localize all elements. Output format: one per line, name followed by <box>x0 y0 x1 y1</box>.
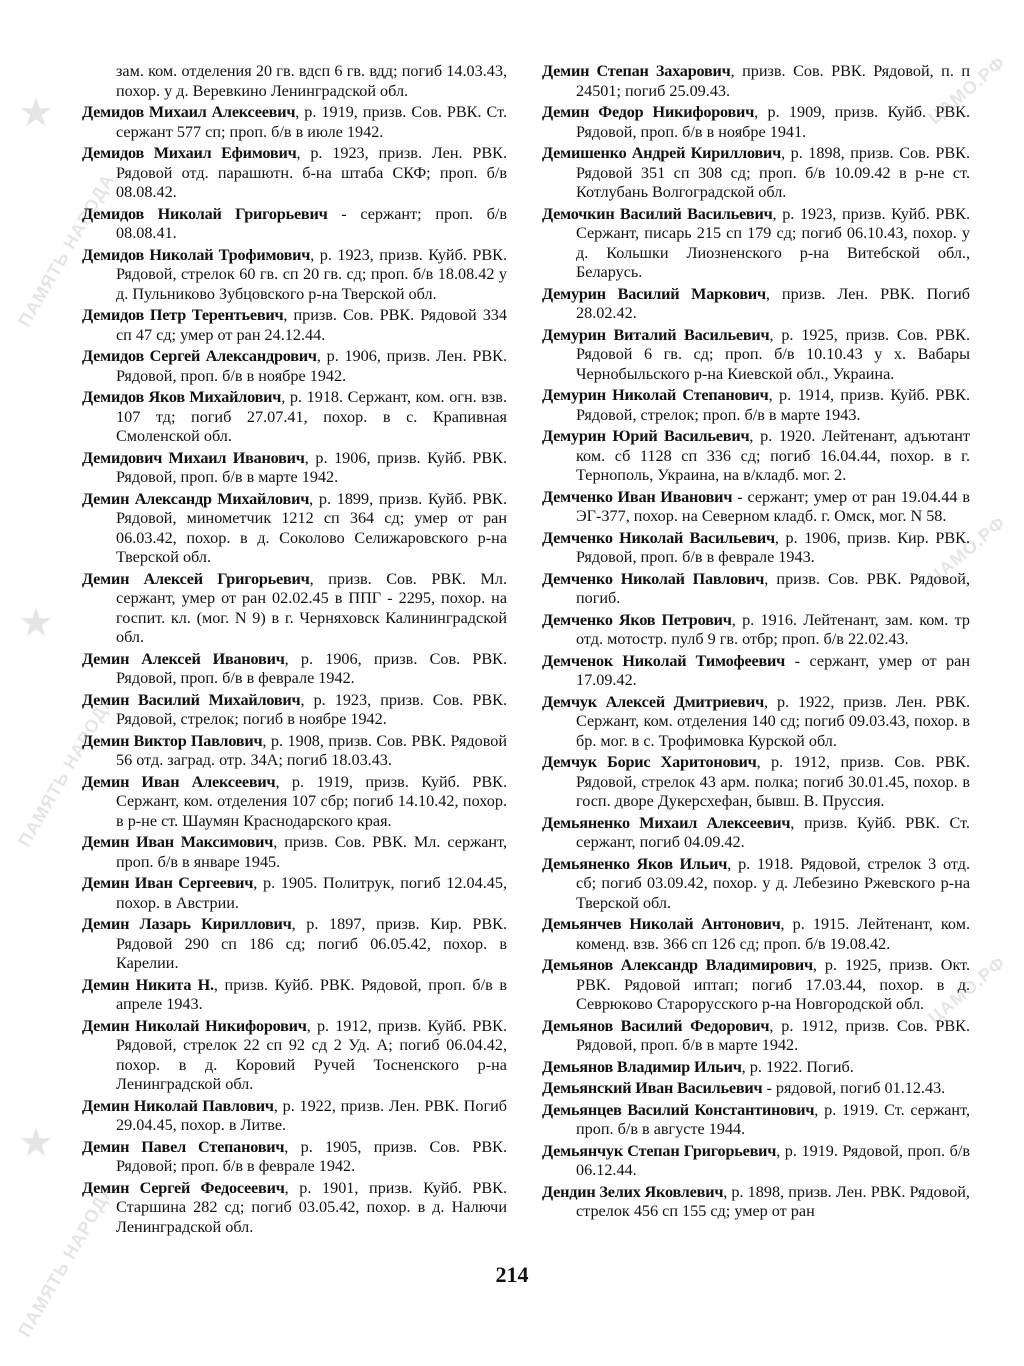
record-name: Демочкин Василий Васильевич <box>542 204 773 223</box>
record-name: Демьяненко Михаил Алексеевич <box>542 813 791 832</box>
record-details: , р. 1922, призв. Лен. РВК. Сержант, ком. отделения 140 сд; погиб 09.03.43, похор. в бр. мог. в с. Трофимовка Курской обл. <box>576 692 970 750</box>
record-entry <box>82 388 507 447</box>
record-entry <box>542 529 970 568</box>
record-details: , призв. Сов. РВК. Рядовой, погиб. <box>576 569 970 607</box>
record-details: , р. 1919, призв. Сов. РВК. Ст. сержант 577 сп; проп. б/в в июле 1942. <box>116 103 507 141</box>
record-details: , р. 1898, призв. Сов. РВК. Рядовой 351 сп 308 сд; проп. б/в 10.09.42 в р-не ст. Котлубань Волгоградской обл. <box>576 144 970 201</box>
record-name: Демидов Яков Михайлович <box>82 388 282 406</box>
record-entry <box>542 1183 970 1222</box>
record-name: Дендин Зелих Яковлевич <box>542 1182 724 1201</box>
record-entry <box>82 915 507 974</box>
record-details: , р. 1923, призв. Лен. РВК. Рядовой отд. парашютн. б-на штаба СКФ; проп. б/в 08.08.42. <box>116 144 507 201</box>
record-details: , р. 1905, призв. Сов. РВК. Рядовой; проп. б/в в феврале 1942. <box>116 1137 507 1175</box>
record-details: зам. ком. отделения 20 гв. вдсп 6 гв. вдд; погиб 14.03.43, похор. у д. Веревкино Ленинградской обл. <box>116 62 507 100</box>
record-name: Демчук Алексей Дмитриевич <box>542 692 765 711</box>
record-details: , р. 1923, призв. Сов. РВК. Рядовой, стрелок; погиб в ноябре 1942. <box>116 690 507 728</box>
record-name: Демин Федор Никифорович <box>542 103 755 121</box>
record-entry <box>82 306 507 345</box>
record-details: , р. 1920. Лейтенант, адъютант ком. сб 1128 сп 336 сд; погиб 16.04.44, похор. в г. Тернополь, Украина, на в/кладб. мог. 2. <box>576 427 970 484</box>
record-details: - сержант; проп. б/в 08.08.41. <box>116 204 508 242</box>
record-entry <box>542 1142 970 1181</box>
record-entry <box>542 386 970 425</box>
record-entry <box>542 427 970 486</box>
record-entry <box>542 652 970 691</box>
record-name: Демченко Иван Иванович <box>542 487 733 506</box>
record-entry <box>82 1017 507 1095</box>
record-details: , р. 1912, призв. Сов. РВК. Рядовой, стрелок 43 арм. полка; погиб 30.01.45, похор. в госп. дворе Дукерсхефан, бывш. В. Пруссия. <box>576 753 970 810</box>
record-details: - сержант; умер от ран 19.04.44 в ЭГ-377, похор. на Северном кладб. г. Омск, мог. N 58. <box>576 487 970 525</box>
record-entry <box>542 570 970 609</box>
record-entry <box>82 1179 507 1238</box>
record-details: - рядовой, погиб 01.12.43. <box>762 1079 946 1097</box>
page-number: 214 <box>495 1262 529 1287</box>
watermark-star-icon: ★ <box>18 90 54 136</box>
record-entry <box>542 103 970 142</box>
record-entry <box>542 326 970 385</box>
record-name: Демьянский Иван Васильевич <box>542 1079 763 1097</box>
record-details: , р. 1906, призв. Куйб. РВК. Рядовой, проп. б/в в марте 1942. <box>116 448 507 486</box>
record-name: Демин Степан Захарович <box>542 62 731 80</box>
record-details: , р. 1922, призв. Лен. РВК. Погиб 29.04.45, похор. в Литве. <box>116 1096 507 1134</box>
record-entry <box>542 1058 970 1078</box>
record-name: Демидов Михаил Алексеевич <box>82 103 296 121</box>
record-entry <box>542 205 970 283</box>
record-name: Демин Александр Михайлович <box>82 489 310 508</box>
record-details: , р. 1905. Политрук, погиб 12.04.45, похор. в Австрии. <box>116 874 507 912</box>
watermark-star-icon: ★ <box>18 1120 54 1166</box>
record-details: , р. 1916. Лейтенант, зам. ком. тр отд. мотостр. пулб 9 гв. отбр; проп. б/в 22.02.43. <box>576 610 970 648</box>
record-entry <box>82 650 507 689</box>
record-name: Демченко Николай Васильевич <box>542 528 775 547</box>
record-details: , р. 1897, призв. Кир. РВК. Рядовой 290 сп 186 сд; погиб 06.05.42, похор. в Карелии. <box>116 915 507 972</box>
record-entry <box>542 1017 970 1056</box>
record-entry <box>82 490 507 568</box>
record-name: Демьянов Александр Владимирович <box>542 956 813 974</box>
record-details: , р. 1914, призв. Куйб. РВК. Рядовой, стрелок; проп. б/в в марте 1943. <box>576 386 970 424</box>
record-entry <box>82 874 507 913</box>
record-details: , р. 1912, призв. Куйб. РВК. Рядовой, стрелок 22 сп 92 сд 2 Уд. А; погиб 06.04.42, похор. в д. Коровий Ручей Тосненского р-на Ленинградской обл. <box>116 1016 508 1093</box>
record-entry <box>82 103 507 142</box>
record-details: , р. 1919, призв. Куйб. РВК. Сержант, ком. отделения 107 сбр; погиб 14.10.42, похор. в р-не ст. Шаумян Краснодарского края. <box>116 772 507 830</box>
record-name: Демурин Юрий Васильевич <box>542 427 750 445</box>
watermark-right-top: ЦАМО.РФ <box>924 52 1010 129</box>
record-details: , р. 1918. Сержант, ком. огн. взв. 107 тд; погиб 27.07.41, похор. в с. Крапивная Смоленской обл. <box>116 388 507 445</box>
record-entry <box>82 773 507 832</box>
record-details: , р. 1923, призв. Куйб. РВК. Сержант, писарь 215 сп 179 сд; погиб 06.10.43, похор. у д. Кольшки Лиозненского р-на Витебской обл., Беларусь. <box>576 204 971 281</box>
record-name: Демин Никита Н. <box>82 975 214 994</box>
record-entry <box>82 205 507 244</box>
record-entry <box>542 1079 970 1099</box>
record-details: , р. 1923, призв. Куйб. РВК. Рядовой, стрелок 60 гв. сп 20 гв. сд; проп. б/в 18.08.42 у д. Пульниково Зубцовского р-на Тверской обл. <box>116 245 507 303</box>
record-entry <box>82 732 507 771</box>
record-entry <box>82 570 507 648</box>
record-name: Демьянов Василий Федорович <box>542 1016 770 1035</box>
record-name: Демченко Николай Павлович <box>542 569 765 588</box>
watermark-left-top: ПАМЯТЬ НАРОДА <box>14 170 119 331</box>
record-name: Демидов Петр Терентьевич <box>82 306 284 324</box>
record-entry <box>82 1097 507 1136</box>
record-details: , р. 1908, призв. Сов. РВК. Рядовой 56 отд. заград. отр. 34А; погиб 18.03.43. <box>116 731 507 769</box>
record-details: , р. 1915. Лейтенант, ком. коменд. взв. 366 сп 126 сд; проп. б/в 19.08.42. <box>576 915 970 953</box>
record-entry <box>82 347 507 386</box>
record-details: , призв. Сов. РВК. Мл. сержант, проп. б/в в январе 1945. <box>116 833 507 871</box>
record-entry <box>542 915 970 954</box>
watermark-left-middle: ПАМЯТЬ НАРОДА <box>14 690 119 851</box>
record-name: Демишенко Андрей Кириллович <box>542 144 782 162</box>
record-entry <box>542 62 970 101</box>
record-name: Демьянов Владимир Ильич <box>542 1057 742 1076</box>
record-entry <box>82 833 507 872</box>
record-name: Демин Сергей Федосеевич <box>82 1178 285 1197</box>
record-name: Демьянчев Николай Антонович <box>542 915 781 933</box>
record-entry <box>82 976 507 1015</box>
record-details: , р. 1901, призв. Куйб. РВК. Старшина 282 сд; погиб 03.05.42, похор. в д. Налючи Ленинградской обл. <box>116 1178 508 1236</box>
record-details: , р. 1906, призв. Кир. РВК. Рядовой, проп. б/в в феврале 1943. <box>576 528 970 566</box>
record-name: Демидов Михаил Ефимович <box>82 144 297 162</box>
record-details: , р. 1898, призв. Лен. РВК. Рядовой, стрелок 456 сп 155 сд; умер от ран <box>576 1182 970 1220</box>
record-details: , призв. Куйб. РВК. Ст. сержант, погиб 04.09.42. <box>576 813 970 851</box>
record-name: Демин Павел Степанович <box>82 1137 285 1156</box>
record-details: , р. 1906, призв. Сов. РВК. Рядовой, проп. б/в в феврале 1942. <box>116 649 508 687</box>
record-name: Демин Иван Сергеевич <box>82 874 254 892</box>
record-name: Демьянчук Степан Григорьевич <box>542 1141 777 1160</box>
record-details: , призв. Лен. РВК. Погиб 28.02.42. <box>576 284 971 322</box>
record-details: , р. 1925, призв. Сов. РВК. Рядовой 6 гв. сд; проп. б/в 10.10.43 у х. Вабары Чернобыльского р-на Киевской обл., Украина. <box>576 325 970 383</box>
record-name: Демьяненко Яков Ильич <box>542 854 728 873</box>
record-details: , р. 1919. Рядовой, проп. б/в 06.12.44. <box>576 1141 970 1179</box>
record-name: Демин Иван Максимович <box>82 833 274 851</box>
record-entry <box>542 144 970 203</box>
record-entry <box>542 611 970 650</box>
record-name: Демидов Сергей Александрович <box>82 347 317 365</box>
watermark-right-bottom: ЦАМО.РФ <box>924 952 1010 1029</box>
left-column <box>82 62 507 1239</box>
watermark-right-middle: ЦАМО.РФ <box>924 512 1010 589</box>
record-name: Демин Лазарь Кириллович <box>82 915 292 933</box>
record-entry <box>82 144 507 203</box>
watermark-star-icon: ★ <box>18 600 54 646</box>
record-name: Демидович Михаил Иванович <box>82 448 305 467</box>
watermark-left-bottom: ПАМЯТЬ НАРОДА <box>14 1180 119 1341</box>
record-details: , р. 1909, призв. Куйб. РВК. Рядовой, проп. б/в в ноябре 1941. <box>576 103 971 141</box>
record-name: Демурин Виталий Васильевич <box>542 325 770 344</box>
record-entry <box>542 753 970 812</box>
record-details: , призв. Сов. РВК. Мл. сержант, умер от ран 02.02.45 в ППГ - 2295, похор. на госпит. кл. (мог. N 9) в г. Черняховск Калининградской обл. <box>116 569 508 646</box>
record-details: , р. 1922. Погиб. <box>741 1057 854 1076</box>
record-entry <box>82 62 507 101</box>
record-entry <box>542 956 970 1015</box>
record-entry <box>542 814 970 853</box>
record-name: Демин Николай Павлович <box>82 1096 274 1115</box>
record-name: Демченко Яков Петрович <box>542 610 732 629</box>
record-name: Демурин Василий Маркович <box>542 284 766 303</box>
record-details: - сержант, умер от ран 17.09.42. <box>576 651 970 689</box>
record-details: , призв. Куйб. РВК. Рядовой, проп. б/в в апреле 1943. <box>116 975 508 1013</box>
record-details: , р. 1912, призв. Сов. РВК. Рядовой, проп. б/в в марте 1942. <box>576 1016 971 1054</box>
record-name: Демин Виктор Павлович <box>82 731 263 750</box>
record-details: , призв. Сов. РВК. Рядовой 334 сп 47 сд; умер от ран 24.12.44. <box>116 306 507 344</box>
record-name: Демин Николай Никифорович <box>82 1016 307 1035</box>
record-details: , р. 1925, призв. Окт. РВК. Рядовой иптап; погиб 17.03.44, похор. в д. Севрюково Старорусского р-на Новгородской обл. <box>576 956 971 1013</box>
record-entry <box>542 285 970 324</box>
record-name: Демидов Николай Григорьевич <box>82 204 328 223</box>
record-entry <box>82 246 507 305</box>
right-column <box>542 62 970 1224</box>
record-entry <box>82 691 507 730</box>
record-entry <box>82 1138 507 1177</box>
record-name: Демин Иван Алексеевич <box>82 772 276 791</box>
record-name: Демин Алексей Григорьевич <box>82 569 310 588</box>
record-entry <box>542 488 970 527</box>
record-name: Демин Алексей Иванович <box>82 649 285 668</box>
record-entry <box>542 855 970 914</box>
record-details: , р. 1918. Рядовой, стрелок 3 отд. сб; погиб 03.09.42, похор. у д. Лебезино Ржевского р-на Тверской обл. <box>576 854 970 912</box>
record-entry <box>542 693 970 752</box>
record-name: Демурин Николай Степанович <box>542 386 769 404</box>
record-name: Демчук Борис Харитонович <box>542 753 757 771</box>
record-name: Демин Василий Михайлович <box>82 690 301 709</box>
record-entry <box>542 1101 970 1140</box>
record-details: , р. 1919. Ст. сержант, проп. б/в в августе 1944. <box>576 1100 970 1138</box>
record-name: Демьянцев Василий Константинович <box>542 1100 815 1119</box>
record-name: Демидов Николай Трофимович <box>82 245 311 264</box>
record-name: Демченок Николай Тимофеевич <box>542 651 786 670</box>
record-details: , призв. Сов. РВК. Рядовой, п. п 24501; погиб 25.09.43. <box>576 62 970 100</box>
record-details: , р. 1906, призв. Лен. РВК. Рядовой, проп. б/в в ноябре 1942. <box>116 347 507 385</box>
record-entry <box>82 449 507 488</box>
record-details: , р. 1899, призв. Куйб. РВК. Рядовой, минометчик 1212 сп 364 сд; умер от ран 06.03.42, похор. в д. Соколово Селижаровского р-на Тверской обл. <box>116 489 508 566</box>
